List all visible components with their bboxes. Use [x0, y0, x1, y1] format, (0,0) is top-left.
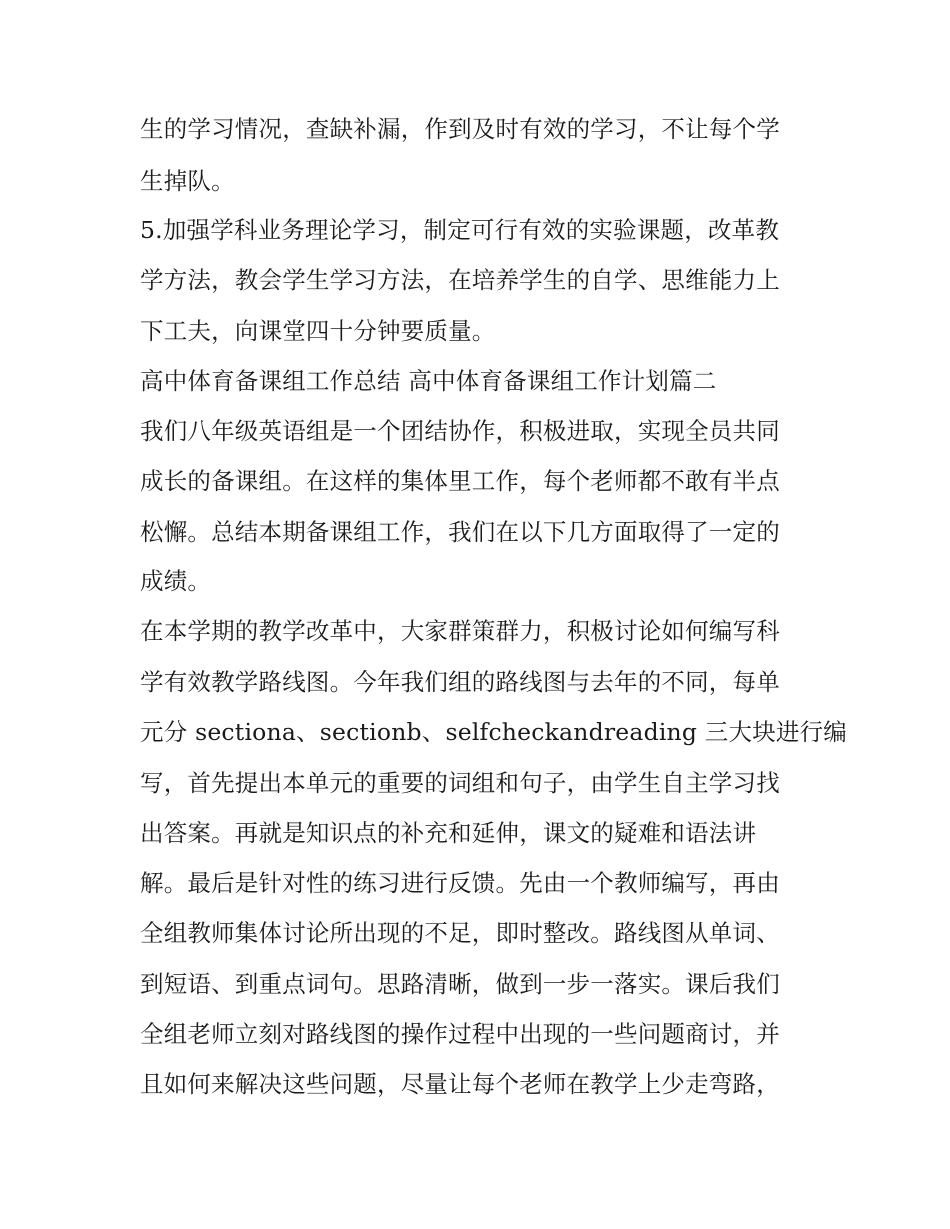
text-line: 生掉队。 — [140, 167, 235, 195]
text-line: 5.加强学科业务理论学习，制定可行有效的实验课题，改革教 — [140, 216, 780, 244]
text-line: 出答案。再就是知识点的补充和延伸，课文的疑难和语法讲 — [140, 819, 757, 847]
text-line: 我们八年级英语组是一个团结协作，积极进取，实现全员共同 — [140, 417, 780, 445]
section-heading: 高中体育备课组工作总结 高中体育备课组工作计划篇二 — [140, 367, 717, 395]
text-line: 元分 sectiona、sectionb、selfcheckandreading 三大块进行编 — [140, 718, 847, 746]
text-line: 学有效教学路线图。今年我们组的路线图与去年的不同，每单 — [140, 668, 780, 696]
text-line: 全组教师集体讨论所出现的不足，即时整改。路线图从单词、 — [140, 919, 780, 947]
text-line: 且如何来解决这些问题，尽量让每个老师在教学上少走弯路， — [140, 1070, 780, 1098]
text-line: 成绩。 — [140, 567, 212, 595]
text-line: 生的学习情况，查缺补漏，作到及时有效的学习，不让每个学 — [140, 115, 780, 143]
text-line: 全组老师立刻对路线图的操作过程中出现的一些问题商讨，并 — [140, 1020, 780, 1048]
text-line: 解。最后是针对性的练习进行反馈。先由一个教师编写，再由 — [140, 869, 780, 897]
text-line: 学方法，教会学生学习方法，在培养学生的自学、思维能力上 — [140, 266, 780, 294]
text-line: 在本学期的教学改革中，大家群策群力，积极讨论如何编写科 — [140, 617, 780, 645]
text-line: 写，首先提出本单元的重要的词组和句子，由学生自主学习找 — [140, 769, 780, 797]
text-line: 下工夫，向课堂四十分钟要质量。 — [140, 317, 496, 345]
text-line: 成长的备课组。在这样的集体里工作，每个老师都不敢有半点 — [140, 467, 780, 495]
text-line: 到短语、到重点词句。思路清晰，做到一步一落实。课后我们 — [140, 970, 780, 998]
text-line: 松懈。总结本期备课组工作，我们在以下几方面取得了一定的 — [140, 518, 780, 546]
